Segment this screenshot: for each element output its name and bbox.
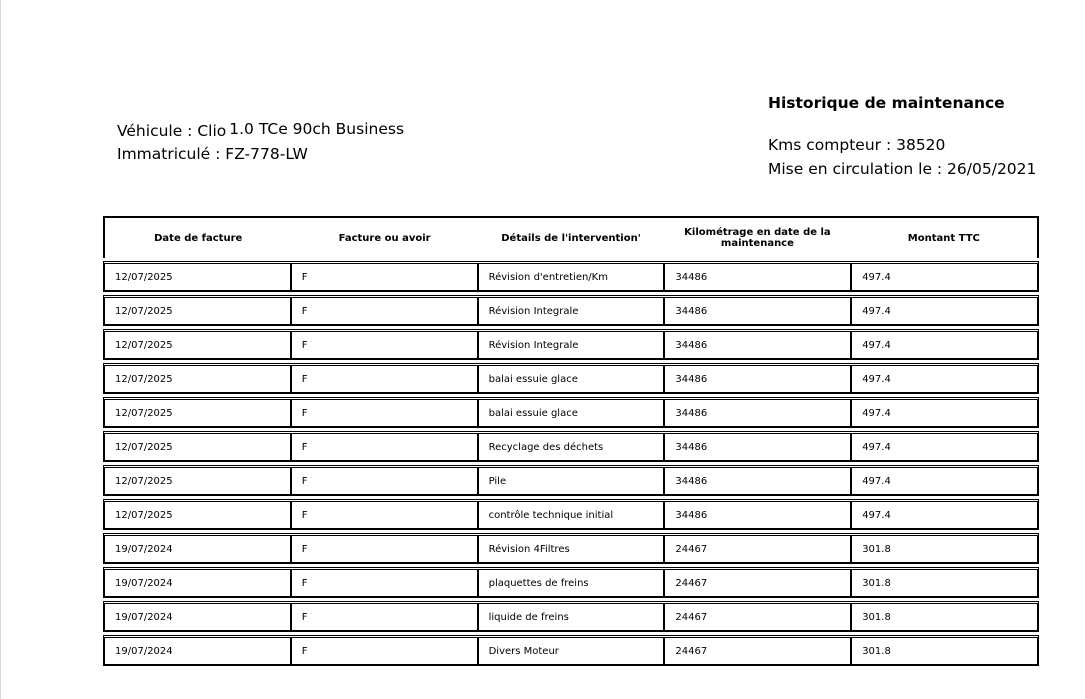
cell-invoice-type: F xyxy=(292,366,479,392)
cell-invoice-date: 19/07/2024 xyxy=(105,638,292,664)
table-row xyxy=(103,567,1039,598)
cell-amount: 301.8 xyxy=(862,611,891,623)
vehicle-info xyxy=(117,120,404,166)
cell-intervention: balai essuie glace xyxy=(479,366,666,392)
table-row xyxy=(103,533,1039,564)
cell-mileage: 24467 xyxy=(665,604,852,630)
table-header xyxy=(103,216,1039,258)
maintenance-summary xyxy=(768,92,1036,181)
odometer-line: Kms compteur : 38520 xyxy=(768,136,946,154)
cell-invoice-type: F xyxy=(292,400,479,426)
cell-invoice-type: F xyxy=(292,332,479,358)
cell-amount: 301.8 xyxy=(862,543,891,555)
cell-invoice-date: 12/07/2025 xyxy=(105,434,292,460)
header-amount: Montant TTC xyxy=(907,232,980,244)
table-row xyxy=(103,465,1039,496)
cell-amount: 497.4 xyxy=(862,509,891,521)
circulation-date-line: Mise en circulation le : 26/05/2021 xyxy=(768,160,1037,178)
cell-invoice-date: 19/07/2024 xyxy=(105,604,292,630)
cell-invoice-date: 12/07/2025 xyxy=(105,298,292,324)
table-row xyxy=(103,363,1039,394)
cell-amount: 497.4 xyxy=(862,305,891,317)
header-invoice-type: Facture ou avoir xyxy=(338,232,431,244)
cell-intervention: Recyclage des déchets xyxy=(479,434,666,460)
table-body xyxy=(103,261,1039,666)
cell-mileage: 34486 xyxy=(665,400,852,426)
cell-intervention: Pile xyxy=(479,468,666,494)
header-mileage: Kilométrage en date de la maintenance xyxy=(684,227,831,249)
cell-invoice-type: F xyxy=(292,536,479,562)
cell-amount: 497.4 xyxy=(862,407,891,419)
cell-invoice-date: 19/07/2024 xyxy=(105,536,292,562)
table-row xyxy=(103,295,1039,326)
cell-invoice-date: 12/07/2025 xyxy=(105,400,292,426)
cell-intervention: Révision Integrale xyxy=(479,298,666,324)
cell-mileage: 34486 xyxy=(665,366,852,392)
cell-invoice-type: F xyxy=(292,434,479,460)
cell-intervention: Divers Moteur xyxy=(479,638,666,664)
cell-intervention: Révision d'entretien/Km xyxy=(479,264,666,290)
cell-intervention: contrôle technique initial xyxy=(479,502,666,528)
vehicle-line xyxy=(117,120,404,143)
table-row xyxy=(103,431,1039,462)
cell-invoice-date: 19/07/2024 xyxy=(105,570,292,596)
cell-intervention: balai essuie glace xyxy=(479,400,666,426)
cell-amount: 497.4 xyxy=(862,271,891,283)
cell-invoice-date: 12/07/2025 xyxy=(105,332,292,358)
table-row xyxy=(103,397,1039,428)
header-invoice-date: Date de facture xyxy=(154,232,243,244)
table-row xyxy=(103,329,1039,360)
cell-invoice-type: F xyxy=(292,570,479,596)
cell-amount: 497.4 xyxy=(862,339,891,351)
table-row xyxy=(103,499,1039,530)
maintenance-table xyxy=(103,216,1039,666)
cell-invoice-date: 12/07/2025 xyxy=(105,264,292,290)
cell-mileage: 24467 xyxy=(665,638,852,664)
cell-invoice-type: F xyxy=(292,264,479,290)
cell-intervention: plaquettes de freins xyxy=(479,570,666,596)
page-edge xyxy=(0,0,1,699)
table-row xyxy=(103,261,1039,292)
cell-mileage: 24467 xyxy=(665,536,852,562)
cell-intervention: Révision 4Filtres xyxy=(479,536,666,562)
cell-amount: 497.4 xyxy=(862,441,891,453)
cell-mileage: 34486 xyxy=(665,332,852,358)
cell-amount: 497.4 xyxy=(862,373,891,385)
cell-invoice-type: F xyxy=(292,468,479,494)
vehicle-model: 1.0 TCe 90ch Business xyxy=(229,120,405,138)
table-row xyxy=(103,601,1039,632)
cell-mileage: 34486 xyxy=(665,434,852,460)
cell-mileage: 34486 xyxy=(665,502,852,528)
cell-intervention: Révision Integrale xyxy=(479,332,666,358)
cell-mileage: 34486 xyxy=(665,264,852,290)
cell-invoice-type: F xyxy=(292,604,479,630)
cell-intervention: liquide de freins xyxy=(479,604,666,630)
cell-mileage: 24467 xyxy=(665,570,852,596)
vehicle-label: Véhicule : Clio xyxy=(117,122,227,140)
cell-mileage: 34486 xyxy=(665,298,852,324)
header-intervention-details: Détails de l'intervention' xyxy=(501,232,641,244)
page-title: Historique de maintenance xyxy=(768,94,1005,112)
cell-mileage: 34486 xyxy=(665,468,852,494)
cell-amount: 301.8 xyxy=(862,645,891,657)
cell-amount: 497.4 xyxy=(862,475,891,487)
cell-invoice-date: 12/07/2025 xyxy=(105,366,292,392)
table-row xyxy=(103,635,1039,666)
cell-invoice-date: 12/07/2025 xyxy=(105,502,292,528)
cell-invoice-type: F xyxy=(292,502,479,528)
cell-amount: 301.8 xyxy=(862,577,891,589)
cell-invoice-type: F xyxy=(292,298,479,324)
plate-line: Immatriculé : FZ-778-LW xyxy=(117,145,308,163)
cell-invoice-type: F xyxy=(292,638,479,664)
cell-invoice-date: 12/07/2025 xyxy=(105,468,292,494)
